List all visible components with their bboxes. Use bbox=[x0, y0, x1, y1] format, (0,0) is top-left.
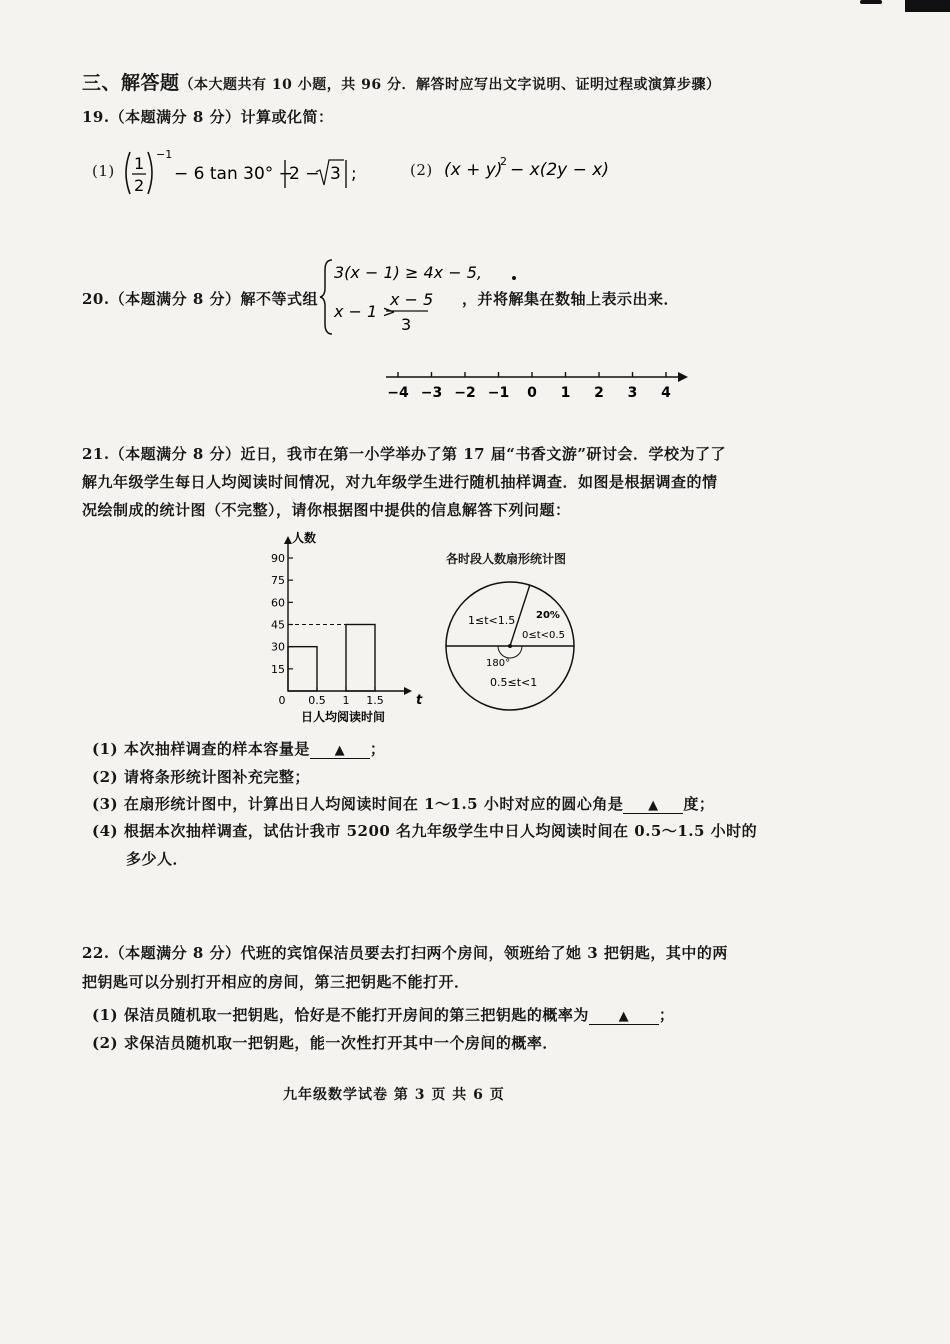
svg-text:3: 3 bbox=[330, 164, 341, 184]
number-line-tick-label: −2 bbox=[454, 385, 476, 401]
pie-label-1-1.5: 1≤t<1.5 bbox=[468, 614, 516, 627]
q21-sub4-line1: (4) 根据本次抽样调查，试估计我市 5200 名九年级学生中日人均阅读时间在 0.5～1.5 小时的 bbox=[92, 822, 758, 840]
x-axis-label: 日人均阅读时间 bbox=[300, 710, 386, 724]
pie-center bbox=[508, 644, 512, 648]
q22-sub1-end: ； bbox=[658, 1006, 675, 1024]
number-line-tick-label: 4 bbox=[661, 385, 671, 401]
y-axis-label: 人数 bbox=[292, 531, 317, 545]
svg-text:(x + y): (x + y) bbox=[444, 160, 503, 180]
y-tick-label: 90 bbox=[271, 552, 285, 565]
triangle-icon: ▲ bbox=[618, 1009, 630, 1024]
svg-text:−1: −1 bbox=[156, 148, 173, 161]
q21-sub1-end: ； bbox=[369, 740, 386, 758]
q21-line1: 21.（本题满分 8 分）近日，我市在第一小学举办了第 17 届“书香文游”研讨会．学校为了了 bbox=[82, 445, 727, 463]
q19-part2-expression bbox=[444, 156, 634, 182]
svg-text:− x(2y − x): − x(2y − x) bbox=[510, 160, 609, 180]
pie-angle-label: 180° bbox=[486, 658, 511, 669]
number-line-tick-label: 2 bbox=[594, 385, 604, 401]
section-note: （本大题共有 10 小题，共 96 分．解答时应写出文字说明、证明过程或演算步骤） bbox=[179, 77, 721, 93]
q21-sub2: (2) 请将条形统计图补充完整； bbox=[92, 768, 310, 786]
pie-label-0-0.5: 0≤t<0.5 bbox=[522, 630, 565, 641]
q22-sub2: (2) 求保洁员随机取一把钥匙，能一次性打开其中一个房间的概率． bbox=[92, 1034, 558, 1052]
section-title: 三、解答题 bbox=[82, 72, 180, 94]
q22-line2: 把钥匙可以分别打开相应的房间，第三把钥匙不能打开． bbox=[82, 973, 470, 991]
number-line-tick-label: −4 bbox=[387, 385, 409, 401]
svg-text:2: 2 bbox=[500, 155, 507, 168]
svg-text:2: 2 bbox=[134, 176, 145, 195]
svg-text:3(x − 1) ≥ 4x − 5,: 3(x − 1) ≥ 4x − 5, bbox=[334, 263, 482, 282]
svg-text:;: ; bbox=[351, 164, 357, 184]
q21-sub1 bbox=[92, 738, 385, 759]
svg-text:3: 3 bbox=[401, 315, 412, 334]
scan-corner-mark bbox=[905, 0, 950, 12]
number-line-tick-label: 1 bbox=[560, 385, 571, 401]
pie-label-0.5-1: 0.5≤t<1 bbox=[490, 676, 538, 689]
q20-number-line bbox=[378, 365, 698, 405]
y-tick-label: 15 bbox=[271, 662, 285, 676]
triangle-icon: ▲ bbox=[648, 798, 659, 813]
q21-sub1-text: (1) 本次抽样调查的样本容量是 bbox=[92, 740, 310, 758]
q21-pie-title: 各时段人数扇形统计图 bbox=[446, 552, 567, 566]
q21-sub3-answer-blank[interactable] bbox=[623, 795, 683, 814]
q21-sub4-line2: 多少人． bbox=[126, 850, 189, 868]
q19-part2-label: (2) bbox=[410, 161, 433, 179]
q20-inequality-system bbox=[322, 256, 482, 338]
q19-part1-expression bbox=[122, 148, 372, 200]
q19-header: 19.（本题满分 8 分）计算或化简： bbox=[82, 108, 334, 126]
q19-part2 bbox=[410, 155, 609, 180]
svg-text:2 −: 2 − bbox=[289, 164, 320, 184]
triangle-icon: ▲ bbox=[334, 743, 346, 758]
svg-text:1: 1 bbox=[134, 154, 145, 173]
q21-sub3 bbox=[92, 793, 714, 814]
number-line-tick-label: 0 bbox=[527, 385, 537, 401]
arrow-right-icon bbox=[404, 687, 412, 695]
q20-instruction: ，并将解集在数轴上表示出来． bbox=[462, 290, 680, 308]
number-line-tick-label: 3 bbox=[627, 385, 638, 401]
q22-sub1 bbox=[92, 1004, 674, 1025]
q20-header-text: 20.（本题满分 8 分）解不等式组 bbox=[82, 290, 318, 308]
arrow-up-icon bbox=[284, 536, 292, 544]
scan-edge-mark bbox=[860, 0, 882, 4]
svg-text:x − 1 >: x − 1 > bbox=[334, 302, 396, 321]
number-line-tick-label: −3 bbox=[420, 385, 443, 401]
svg-text:− 6 tan 30° −: − 6 tan 30° − bbox=[174, 164, 293, 184]
q21-sub1-answer-blank[interactable] bbox=[310, 740, 370, 759]
q22-sub1-answer-blank[interactable] bbox=[589, 1006, 659, 1025]
y-tick-label: 60 bbox=[271, 596, 285, 610]
y-tick-label: 45 bbox=[271, 618, 285, 632]
q21-sub3-text: (3) 在扇形统计图中，计算出日人均阅读时间在 1～1.5 小时对应的圆心角是 bbox=[92, 795, 624, 813]
q21-line3: 况绘制成的统计图（不完整），请你根据图中提供的信息解答下列问题： bbox=[82, 501, 571, 519]
pie-percent-label: 20% bbox=[536, 610, 560, 621]
svg-text:x − 5: x − 5 bbox=[390, 290, 434, 309]
y-tick-label: 75 bbox=[271, 574, 285, 588]
q20-header bbox=[82, 288, 318, 309]
x-tick-label: 0.5 bbox=[308, 694, 326, 707]
q21-line2: 解九年级学生每日人均阅读时间情况，对九年级学生进行随机抽样调查．如图是根据调查的情 bbox=[82, 473, 718, 491]
x-tick-label: 1.5 bbox=[366, 694, 384, 707]
q19-part1-label: (1) bbox=[92, 162, 115, 180]
y-tick-label: 30 bbox=[271, 640, 285, 654]
bar-1≤t<1.5 bbox=[346, 625, 375, 692]
x-axis-symbol: t bbox=[416, 693, 423, 708]
q22-line1: 22.（本题满分 8 分）代班的宾馆保洁员要去打扫两个房间，领班给了她 3 把钥匙，其中的两 bbox=[82, 944, 728, 962]
section-header bbox=[82, 68, 720, 95]
q22-sub1-text: (1) 保洁员随机取一把钥匙，恰好是不能打开房间的第三把钥匙的概率为 bbox=[92, 1006, 589, 1024]
q20-dot-mark bbox=[512, 276, 516, 280]
q21-bar-chart bbox=[258, 528, 428, 728]
x-tick-label: 0 bbox=[278, 694, 286, 707]
arrow-right-icon bbox=[678, 372, 688, 382]
page-footer: 九年级数学试卷 第 3 页 共 6 页 bbox=[283, 1087, 505, 1103]
q21-pie-chart bbox=[436, 572, 586, 722]
q21-sub3-end: 度； bbox=[683, 795, 715, 813]
x-tick-label: 1 bbox=[342, 694, 350, 707]
number-line-tick-label: −1 bbox=[487, 385, 510, 401]
